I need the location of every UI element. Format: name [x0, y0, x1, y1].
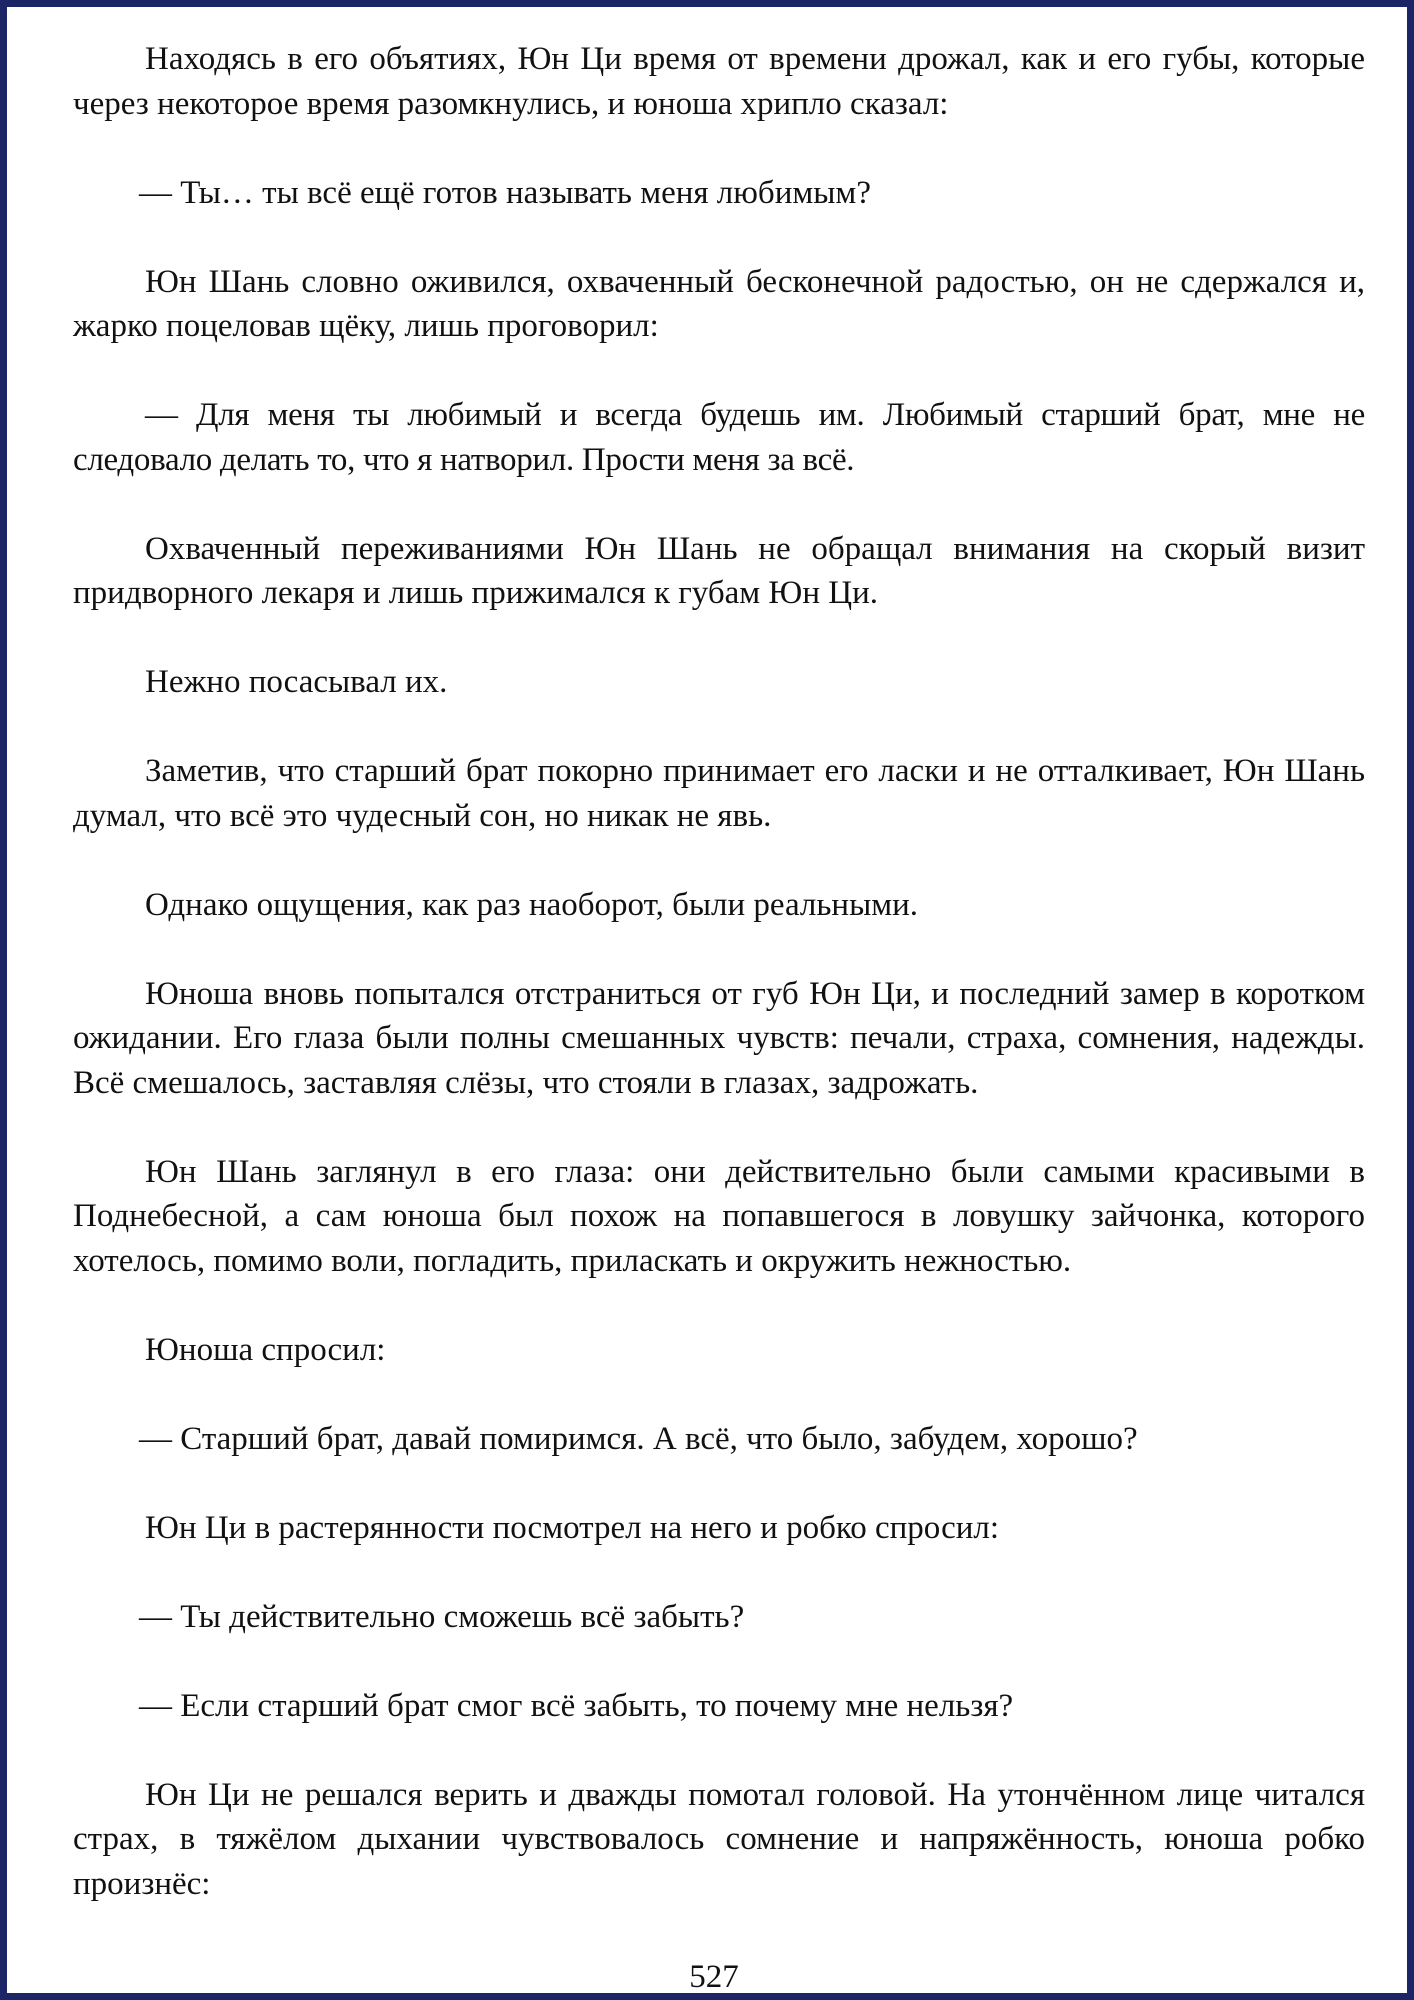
- paragraph-2: — Ты… ты всё ещё готов называть меня любимым?: [139, 174, 871, 211]
- paragraph-9: Юноша вновь попытался отстраниться от губ Юн Ци, и последний замер в коротком ожидании. Его глаза были полны смешанных чувств: печали, страха, сомнения, надежды. Всё смешалось, заставляя слёзы, что стояли в глазах, задрожать.: [73, 975, 1365, 1101]
- paragraph-1: Находясь в его объятиях, Юн Ци время от времени дрожал, как и его губы, которые через некоторое время разомкнулись, и юноша хрипло сказал:: [73, 41, 1365, 122]
- paragraph-10: Юн Шань заглянул в его глаза: они действительно были самыми красивыми в Поднебесной, а сам юноша был похож на попавшегося в ловушку зайчонка, которого хотелось, помимо воли, погладить, приласкать и окружить нежностью.: [73, 1153, 1365, 1279]
- paragraph-16: Юн Ци не решался верить и дважды помотал головой. На утончённом лице читался страх, в тяжёлом дыхании чувствовалось сомнение и напряжённость, юноша робко произнёс:: [73, 1776, 1365, 1902]
- paragraph-14: — Ты действительно сможешь всё забыть?: [139, 1598, 745, 1635]
- text-body: [73, 37, 1365, 1951]
- paragraph-3: Юн Шань словно оживился, охваченный бесконечной радостью, он не сдержался и, жарко поцеловав щёку, лишь проговорил:: [73, 263, 1365, 344]
- paragraph-5: Охваченный переживаниями Юн Шань не обращал внимания на скорый визит придворного лекаря и лишь прижимался к губам Юн Ци.: [73, 530, 1365, 611]
- paragraph-15: — Если старший брат смог всё забыть, то почему мне нельзя?: [139, 1687, 1014, 1724]
- paragraph-13: Юн Ци в растерянности посмотрел на него и робко спросил:: [145, 1509, 1000, 1546]
- paragraph-7: Заметив, что старший брат покорно принимает его ласки и не отталкивает, Юн Шань думал, что всё это чудесный сон, но никак не явь.: [73, 753, 1365, 834]
- paragraph-8: Однако ощущения, как раз наоборот, были реальными.: [145, 886, 919, 923]
- paragraph-11: Юноша спросил:: [145, 1331, 386, 1368]
- page-number: 527: [689, 1959, 739, 1995]
- paragraph-12: — Старший брат, давай помиримся. А всё, что было, забудем, хорошо?: [139, 1420, 1138, 1457]
- paragraph-4: — Для меня ты любимый и всегда будешь им. Любимый старший брат, мне не следовало делать то, что я натворил. Прости меня за всё.: [73, 397, 1365, 478]
- paragraph-6: Нежно посасывал их.: [145, 664, 448, 700]
